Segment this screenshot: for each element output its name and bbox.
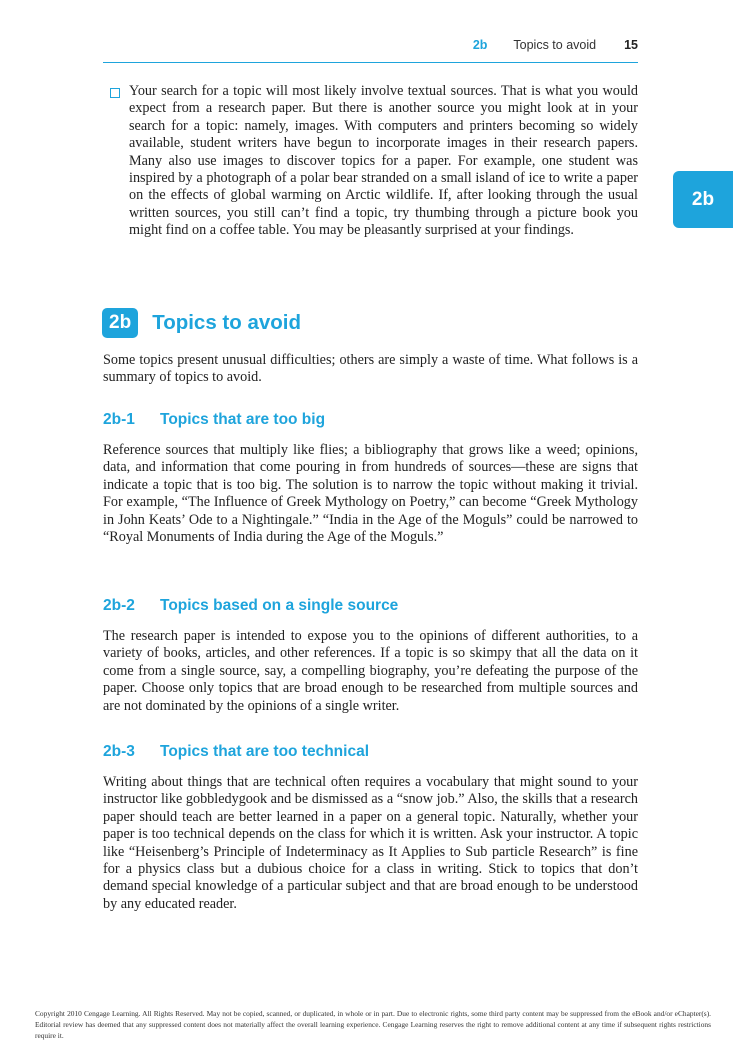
subsection-title: Topics that are too big	[160, 411, 326, 428]
subsection-number: 2b-1	[103, 411, 135, 428]
subsection-number: 2b-3	[103, 743, 135, 760]
subsection-number: 2b-2	[103, 597, 135, 614]
subsection-text-1: Reference sources that multiply like flies; a bibliography that grows like a weed; opinions, data, and information that come pouring in from hundreds of sources—these are signs that indicate a topic that is too big. The solution is to narrow the topic without making it trivial. For example, “The Influence of Greek Mythology on Poetry,” can become “Greek Mythology in John Keats’ Ode to a Nightingale.” “India in the Age of the Moguls” could be narrowed to “Royal Monuments of India during the Age of the Moguls.”	[103, 442, 638, 546]
subsection-text-2: The research paper is intended to expose you to the opinions of different authorities, to a variety of books, articles, and other references. If a topic is so skimpy that all the data on it come from a single source, say, a compelling biography, you’re defeating the purpose of the paper. Choose only topics that are broad enough to be researched from multiple sources and are not dominated by the opinions of a single writer.	[103, 628, 638, 714]
running-head-section: 2b	[472, 38, 488, 52]
subsection-text-3: Writing about things that are technical often requires a vocabulary that might sound to your instructor like gobbledygook and be dismissed as a “snow job.” Also, the skills that a research paper should teach are better learned in a paper on a general topic. Naturally, whether your paper is too technical depends on the class for which it is written. Ask your instructor. A topic like “Heisenberg’s Principle of Indeterminacy as It Applies to Sub particle Research” is fine for a physics class but a dubious choice for a class in writing. Stick to topics that don’t demand special knowledge of a particular subject and that are broad enough to be understood by any educated reader.	[103, 774, 638, 912]
bullet-text: Your search for a topic will most likely involve textual sources. That is what you would expect from a research paper. But there is another source you might look at in your search for a topic: namely, images. With computers and printers becoming so widely available, student writers have begun to incorporate images in their research papers. Many also use images to discover topics for a paper. For example, one student was inspired by a photograph of a polar bear stranded on a small island of ice to write a paper on the effects of global warming on Arctic wildlife. If, after looking through the usual written sources, you still can’t find a topic, try thumbing through a picture book you might find on a coffee table. You may be pleasantly surprised at your findings.	[129, 83, 638, 239]
subsection-title: Topics based on a single source	[160, 597, 399, 614]
section-tab	[673, 171, 733, 228]
subsection-heading-3	[103, 743, 369, 761]
subsection-heading-2	[103, 597, 398, 615]
section-heading	[102, 308, 301, 338]
section-tab-label: 2b	[691, 188, 715, 210]
running-head	[103, 38, 638, 63]
running-head-title: Topics to avoid	[513, 38, 597, 52]
square-bullet-icon	[110, 88, 120, 98]
subsection-heading-1	[103, 411, 325, 429]
subsection-title: Topics that are too technical	[160, 743, 370, 760]
section-intro: Some topics present unusual difficulties; others are simply a waste of time. What follows is a summary of topics to avoid.	[103, 352, 638, 386]
section-title: Topics to avoid	[152, 311, 302, 334]
copyright-footer: Copyright 2010 Cengage Learning. All Rights Reserved. May not be copied, scanned, or duplicated, in whole or in part. Due to electronic rights, some third party content may be suppressed from the eBook and/or eChapter(s). Editorial review has deemed that any suppressed content does not materially affect the overall learning experience. Cengage Learning reserves the right to remove additional content at any time if subsequent rights restrictions require it.	[35, 1009, 711, 1040]
section-number-badge: 2b	[102, 308, 138, 338]
bullet-item	[110, 83, 638, 240]
page-number: 15	[624, 38, 638, 52]
